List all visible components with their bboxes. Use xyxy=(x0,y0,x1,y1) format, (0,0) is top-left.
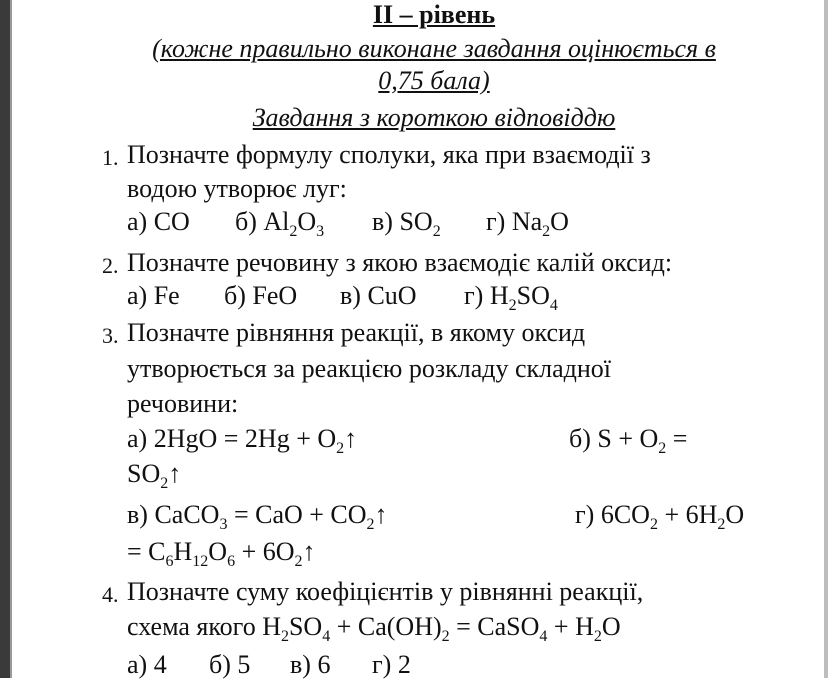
question-2-option-b: б) FeO xyxy=(224,281,298,310)
question-2-number: 2. xyxy=(102,253,119,278)
right-edge-strip xyxy=(824,0,828,678)
question-3-option-a: а) $2HgO = 2Hg + O_2↑$ xyxy=(127,424,358,457)
question-3-option-d: г) $6CO_2 + 6H_2O$ xyxy=(575,500,745,533)
question-3-line-1: Позначте рівняння реакції, в якому оксид xyxy=(127,318,586,347)
question-2-option-a: а) Fe xyxy=(127,281,180,310)
question-4-scheme: схема якого $H_2SO_4 + Ca(OH)_2$ = CaSO$_4$ + $H_2O$ xyxy=(127,612,621,645)
left-edge-strip xyxy=(0,0,12,678)
question-3-option-d-continued: = $C_6H_{12}O_6$ + $6O_2↑$ xyxy=(127,537,316,570)
question-3-option-b: б) $S + O_2$ = xyxy=(569,424,688,457)
question-4-line-1: Позначте суму коефіцієнтів у рівнянні реакції, xyxy=(127,577,644,606)
question-3-number: 3. xyxy=(102,323,119,348)
question-1-line-2: водою утворює луг: xyxy=(127,174,347,203)
question-1-line-1: Позначте формулу сполуки, яка при взаємодії з xyxy=(127,140,651,169)
question-2-option-c: в) CuO xyxy=(340,281,417,310)
question-2-option-d: г) $H_2SO_4$ xyxy=(464,281,558,314)
question-3-line-3: речовини: xyxy=(127,389,239,418)
question-4-option-b: б) 5 xyxy=(209,650,251,679)
question-3-option-b-continued: $SO_2↑$ xyxy=(127,459,182,492)
scoring-note-line1: (кожне правильно виконане завдання оцінюється в xyxy=(152,34,716,63)
level-title: ІІ – рівень xyxy=(372,0,496,29)
question-1-option-c: в) $SO_2$ xyxy=(372,207,441,240)
question-1-option-b: б) $Al_2O_3$ xyxy=(235,207,325,240)
question-4-option-c: в) 6 xyxy=(290,650,331,679)
question-4-option-d: г) 2 xyxy=(372,650,411,679)
question-3-option-c: в) CaCO$_3$ = CaO + $CO_2↑$ xyxy=(127,500,388,533)
question-1-option-d: г) $Na_2O$ xyxy=(486,207,569,240)
question-4-option-a: а) 4 xyxy=(127,650,167,679)
question-4-number: 4. xyxy=(102,582,119,607)
scoring-note-line2: 0,75 бала) xyxy=(378,66,490,95)
question-1-option-a: а) CO xyxy=(127,207,190,236)
section-heading: Завдання з короткою відповіддю xyxy=(252,103,616,132)
question-1-number: 1. xyxy=(102,145,119,170)
question-3-line-2: утворюється за реакцією розкладу складної xyxy=(127,354,612,383)
question-2-line-1: Позначте речовину з якою взаємодіє калій оксид: xyxy=(127,248,673,277)
